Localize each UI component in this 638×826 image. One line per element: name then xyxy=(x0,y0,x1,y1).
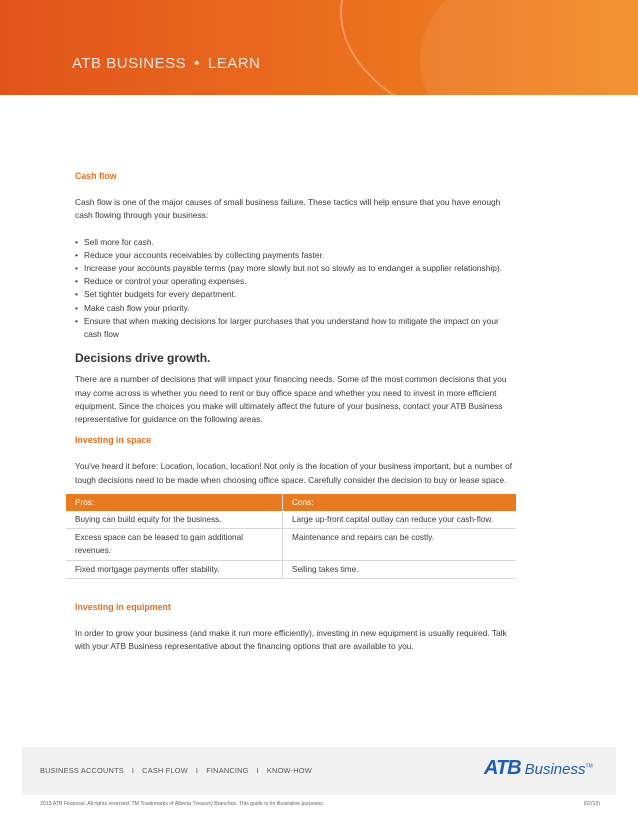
list-item: • Ensure that when making decisions for larger purchases that you understand how to mitigate the impact on your cash flow xyxy=(75,315,515,341)
pros-header: Pros: xyxy=(66,494,283,511)
list-item: • Set tighter budgets for every department. xyxy=(75,288,515,301)
list-item: • Increase your accounts payable terms (pay more slowly but not so slowly as to endanger a supplier relationship). xyxy=(75,262,515,275)
footer-nav xyxy=(40,766,312,775)
space-body: You've heard it before: Location, location, location! Not only is the location of your business important, but a number of tough decisions need to be made when choosing office space. Carefully consider the decision to buy or lease space. xyxy=(75,461,513,485)
equipment-body: In order to grow your business (and make it run more efficiently), investing in new equipment is usually required. Talk with your ATB Business representative about the financing options that are available to you. xyxy=(75,628,507,652)
list-item: • Reduce your accounts receivables by collecting payments faster. xyxy=(75,249,515,262)
header-section: LEARN xyxy=(207,55,261,72)
pros-cons-table xyxy=(66,494,516,579)
cons-header: Cons: xyxy=(283,494,517,511)
header-separator: • xyxy=(194,55,200,72)
pro-cell: Fixed mortgage payments offer stability. xyxy=(66,560,283,578)
footer-separator: I xyxy=(131,766,135,775)
footer-link-business-accounts[interactable]: BUSINESS ACCOUNTS xyxy=(40,766,124,775)
space-heading: Investing in space xyxy=(75,435,152,446)
logo-mark: ATB xyxy=(484,757,521,779)
list-item: • Sell more for cash. xyxy=(75,236,515,249)
logo-trademark: TM xyxy=(585,763,593,770)
pro-cell: Excess space can be leased to gain additional revenues. xyxy=(66,529,283,560)
header-swoosh xyxy=(340,0,638,95)
table-row xyxy=(66,529,516,560)
legal-footer xyxy=(40,801,600,807)
cash-flow-heading: Cash flow xyxy=(75,171,117,181)
cash-flow-list xyxy=(75,236,515,342)
pro-cell: Buying can build equity for the business. xyxy=(66,511,283,529)
con-cell: Large up-front capital outlay can reduce your cash-flow. xyxy=(283,511,517,529)
table-header-row xyxy=(66,494,516,511)
logo-word: Business xyxy=(524,761,586,778)
main-content xyxy=(75,170,515,653)
equipment-heading: Investing in equipment xyxy=(75,601,171,612)
document-code: (02/13) xyxy=(583,801,600,807)
con-cell: Maintenance and repairs can be costly. xyxy=(283,529,517,560)
footer-link-financing[interactable]: FINANCING xyxy=(206,766,249,775)
table-row xyxy=(66,560,516,578)
legal-text: 2013 ATB Financial. All rights reserved. TM Trademarks of Alberta Treasury Branches. This guide is for illustrative purposes. xyxy=(40,801,325,807)
footer-separator: I xyxy=(256,766,259,775)
con-cell: Selling takes time. xyxy=(283,560,517,578)
decisions-heading: Decisions drive growth. xyxy=(75,351,211,366)
atb-business-logo xyxy=(484,757,593,781)
footer-link-cash-flow[interactable]: CASH FLOW xyxy=(142,766,188,775)
list-item: • Reduce or control your operating expenses. xyxy=(75,275,515,288)
table-row xyxy=(66,511,516,529)
header-brand: ATB BUSINESS xyxy=(72,55,187,72)
decisions-body: There are a number of decisions that will impact your financing needs. Some of the most common decisions that you may come across is whether you need to rent or buy office space and whether you need to invest in more efficient equipment. Since the choices you make will ultimately affect the future of your business, contact your ATB Business representative for guidance on the following areas. xyxy=(75,374,507,425)
cash-flow-intro: Cash flow is one of the major causes of small business failure. These tactics will help ensure that you have enough cash flowing through your business: xyxy=(75,197,501,221)
footer-separator: I xyxy=(195,766,199,775)
footer-link-know-how[interactable]: KNOW-HOW xyxy=(266,766,312,775)
page-header xyxy=(0,0,638,95)
list-item: • Make cash flow your priority. xyxy=(75,302,515,315)
header-title xyxy=(72,55,260,72)
